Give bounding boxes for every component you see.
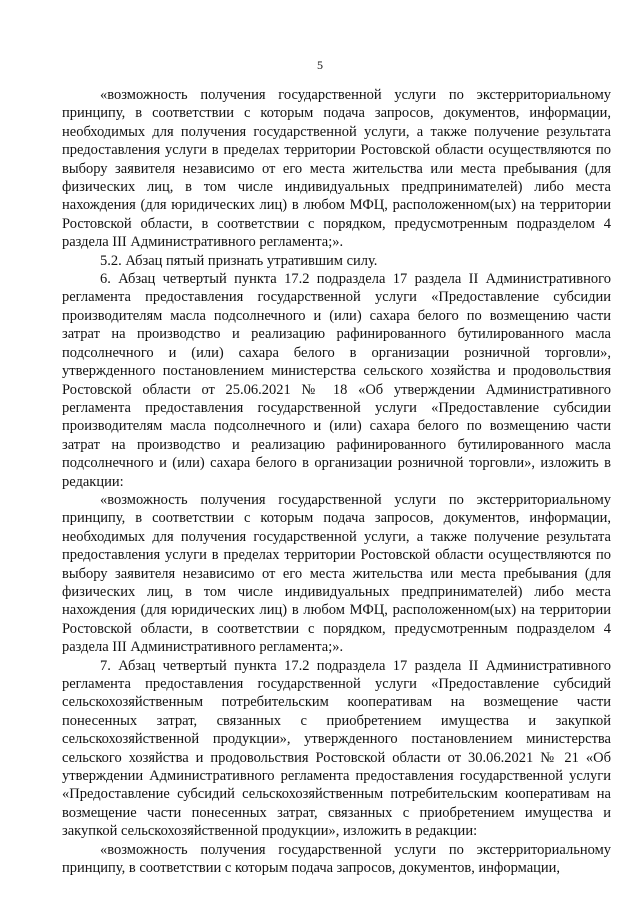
paragraph-item-7: 7. Абзац четвертый пункта 17.2 подраздела 17 раздела II Административного регламента предоставления государственной услуги «Предоставление субсидий сельскохозяйственным потребительским кооперативам на возмещение части понесенных затрат, связанных с приобретением имущества и закупкой сельскохозяйственной продукции», утвержденного постановлением министерства сельского хозяйства и продовольствия Ростовской области от 30.06.2021 № 21 «Об утверждении Административного регламента предоставления государственной услуги «Предоставление субсидий сельскохозяйственным потребительским кооперативам на возмещение части понесенных затрат, связанных с приобретением имущества и закупкой сельскохозяйственной продукции», изложить в редакции: [62, 657, 611, 840]
page-number: 5 [317, 58, 323, 72]
paragraph-item-5-2: 5.2. Абзац пятый признать утратившим силу. [100, 252, 378, 269]
paragraph-quote-extraterritorial-1: «возможность получения государственной услуги по экстерриториальному принципу, в соответствии с которым подача запросов, документов, информации, необходимых для получения государственной услуги, а также получение результата предоставления услуги в пределах территории Ростовской области осуществляются по выбору заявителя независимо от его места жительства или места пребывания (для физических лиц, в том числе индивидуальных предпринимателей) либо места нахождения (для юридических лиц) в любом МФЦ, расположенном(ых) на территории Ростовской области, в соответствии с порядком, предусмотренным подразделом 4 раздела III Административного регламента;». [62, 87, 611, 251]
paragraph-quote-extraterritorial-2: «возможность получения государственной услуги по экстерриториальному принципу, в соответствии с которым подача запросов, документов, информации, необходимых для получения государственной услуги, а также получение результата предоставления услуги в пределах территории Ростовской области осуществляются по выбору заявителя независимо от его места жительства или места пребывания (для физических лиц, в том числе индивидуальных предпринимателей) либо места нахождения (для юридических лиц) в любом МФЦ, расположенном(ых) на территории Ростовской области, в соответствии с порядком, предусмотренным подразделом 4 раздела III Административного регламента;». [62, 491, 611, 656]
paragraph-quote-extraterritorial-3: «возможность получения государственной услуги по экстерриториальному принципу, в соответствии с которым подача запросов, документов, информации, [62, 841, 611, 877]
document-body [62, 86, 611, 877]
paragraph-item-6: 6. Абзац четвертый пункта 17.2 подраздела 17 раздела II Административного регламента предоставления государственной услуги «Предоставление субсидии производителям масла подсолнечного и (или) сахара белого по возмещению части затрат на производство и реализацию рафинированного бутилированного масла подсолнечного и (или) сахара белого в организации розничной торговли», утвержденного постановлением министерства сельского хозяйства и продовольствия Ростовской области от 25.06.2021 № 18 «Об утверждении Административного регламента предоставления государственной услуги «Предоставление субсидии производителям масла подсолнечного и (или) сахара белого по возмещению части затрат на производство и реализацию рафинированного бутилированного масла подсолнечного и (или) сахара белого в организации розничной торговли», изложить в редакции: [62, 271, 611, 490]
